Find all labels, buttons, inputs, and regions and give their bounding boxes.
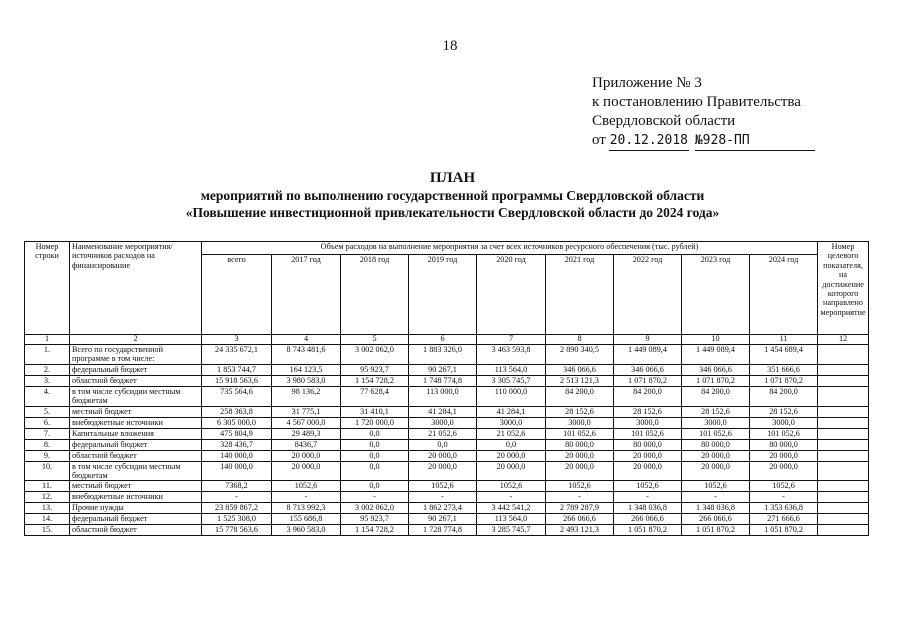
row-value: 20 000,0: [409, 450, 477, 461]
row-value: -: [614, 492, 682, 503]
table-row: [25, 461, 869, 481]
row-value: 20 000,0: [272, 450, 341, 461]
row-value: 98 136,2: [272, 386, 341, 406]
row-value: 77 628,4: [341, 386, 409, 406]
row-value: 1 071 870,2: [682, 375, 750, 386]
row-value: 351 666,6: [750, 364, 818, 375]
row-value: 3 285 745,7: [477, 525, 546, 536]
row-value: 258 363,8: [202, 406, 272, 417]
row-value: 90 267,1: [409, 364, 477, 375]
header-column-number: 2: [70, 335, 202, 345]
header-year-cell: 2024 год: [750, 255, 818, 335]
row-value: 3 463 593,8: [477, 345, 546, 365]
row-value: 28 152,6: [546, 406, 614, 417]
row-number: 2.: [25, 364, 70, 375]
row-value: 110 000,0: [477, 386, 546, 406]
row-value: 2 890 340,5: [546, 345, 614, 365]
appendix-line-region: Свердловской области: [592, 113, 736, 129]
row-value: 164 123,5: [272, 364, 341, 375]
row-target: [818, 364, 869, 375]
appendix-from-label: от: [592, 132, 606, 148]
plan-subtitle-line-2: «Повышение инвестиционной привлекательности Свердловской области до 2024 года»: [185, 205, 720, 220]
row-value: 20 000,0: [682, 450, 750, 461]
row-value: 41 284,1: [409, 406, 477, 417]
row-value: 3 960 583,0: [272, 525, 341, 536]
row-value: 23 859 867,2: [202, 503, 272, 514]
row-value: 80 000,0: [750, 439, 818, 450]
row-value: 346 066,6: [614, 364, 682, 375]
row-value: 21 052,6: [409, 428, 477, 439]
row-value: 3 305 745,7: [477, 375, 546, 386]
row-target: [818, 481, 869, 492]
row-value: 1 051 870,2: [614, 525, 682, 536]
header-column-number: 9: [614, 335, 682, 345]
row-value: 3 002 062,0: [341, 503, 409, 514]
header-name: Наименование мероприятия/источников расходов на финансирование: [70, 242, 202, 335]
row-value: 271 666,6: [750, 514, 818, 525]
row-value: 20 000,0: [546, 450, 614, 461]
row-value: 20 000,0: [477, 450, 546, 461]
row-name: внебюджетные источники: [70, 417, 202, 428]
row-value: 266 066,6: [682, 514, 750, 525]
row-number: 14.: [25, 514, 70, 525]
row-name: местный бюджет: [70, 406, 202, 417]
table-row: [25, 417, 869, 428]
row-value: 20 000,0: [272, 461, 341, 481]
row-value: 28 152,6: [682, 406, 750, 417]
row-value: 1052,6: [477, 481, 546, 492]
row-value: 6 305 000,0: [202, 417, 272, 428]
row-name: областной бюджет: [70, 525, 202, 536]
table-row: [25, 525, 869, 536]
row-number: 6.: [25, 417, 70, 428]
row-value: 28 152,6: [614, 406, 682, 417]
row-value: 41 284,1: [477, 406, 546, 417]
row-value: 0,0: [341, 481, 409, 492]
table-row: [25, 514, 869, 525]
row-value: 101 052,6: [546, 428, 614, 439]
row-target: [818, 514, 869, 525]
row-target: [818, 375, 869, 386]
row-target: [818, 345, 869, 365]
header-year-cell: всего: [202, 255, 272, 335]
header-column-number: 4: [272, 335, 341, 345]
header-year-cell: 2018 год: [341, 255, 409, 335]
row-value: 31 775,1: [272, 406, 341, 417]
row-number: 8.: [25, 439, 70, 450]
row-value: 20 000,0: [750, 450, 818, 461]
row-value: -: [202, 492, 272, 503]
row-value: 1 051 870,2: [750, 525, 818, 536]
page-number: 18: [442, 38, 458, 54]
row-value: 1 051 870,2: [682, 525, 750, 536]
header-column-number: 5: [341, 335, 409, 345]
row-value: 8 743 481,6: [272, 345, 341, 365]
row-value: 1 348 036,8: [682, 503, 750, 514]
row-value: 328 436,7: [202, 439, 272, 450]
row-value: 4 567 000,0: [272, 417, 341, 428]
header-year-cell: 2022 год: [614, 255, 682, 335]
row-name: федеральный бюджет: [70, 514, 202, 525]
row-target: [818, 428, 869, 439]
row-value: 80 000,0: [614, 439, 682, 450]
row-value: 3 002 062,0: [341, 345, 409, 365]
row-value: 15 778 563,6: [202, 525, 272, 536]
row-value: -: [546, 492, 614, 503]
header-column-number: 6: [409, 335, 477, 345]
row-value: 101 052,6: [682, 428, 750, 439]
row-number: 11.: [25, 481, 70, 492]
row-value: -: [682, 492, 750, 503]
row-value: 3 980 583,0: [272, 375, 341, 386]
header-row-number: Номер строки: [25, 242, 70, 335]
row-value: 3000,0: [409, 417, 477, 428]
row-value: 1 748 774,8: [409, 375, 477, 386]
row-value: 24 335 672,1: [202, 345, 272, 365]
row-value: 1 525 308,0: [202, 514, 272, 525]
row-value: 1 449 089,4: [614, 345, 682, 365]
row-value: 346 066,6: [546, 364, 614, 375]
plan-subtitle: [0, 187, 905, 221]
row-target: [818, 525, 869, 536]
appendix-title: Приложение № 3: [592, 75, 702, 91]
row-value: 8 713 992,3: [272, 503, 341, 514]
row-name: Всего по государственной программе в том числе:: [70, 345, 202, 365]
appendix-number: №928-ПП: [695, 131, 815, 151]
table-row: [25, 375, 869, 386]
row-value: 15 918 563,6: [202, 375, 272, 386]
row-value: 2 493 121,3: [546, 525, 614, 536]
row-value: 20 000,0: [614, 461, 682, 481]
table-row: [25, 481, 869, 492]
row-value: 1 353 636,8: [750, 503, 818, 514]
row-value: 1 071 870,2: [614, 375, 682, 386]
row-value: 1052,6: [546, 481, 614, 492]
header-column-number: 3: [202, 335, 272, 345]
row-value: 3 442 541,2: [477, 503, 546, 514]
row-value: 95 923,7: [341, 364, 409, 375]
row-value: 1052,6: [682, 481, 750, 492]
row-value: 1 853 744,7: [202, 364, 272, 375]
row-value: 1 728 774,8: [409, 525, 477, 536]
row-value: 1 454 689,4: [750, 345, 818, 365]
plan-table: [24, 241, 869, 536]
table-row: [25, 406, 869, 417]
row-value: 266 066,6: [546, 514, 614, 525]
row-value: 735 564,6: [202, 386, 272, 406]
row-value: 3000,0: [682, 417, 750, 428]
row-value: 84 200,0: [682, 386, 750, 406]
row-value: 31 410,1: [341, 406, 409, 417]
row-name: Прочие нужды: [70, 503, 202, 514]
row-value: 0,0: [341, 439, 409, 450]
row-value: -: [750, 492, 818, 503]
row-value: 2 513 121,3: [546, 375, 614, 386]
row-value: 20 000,0: [614, 450, 682, 461]
row-number: 5.: [25, 406, 70, 417]
appendix-line-date: [592, 131, 815, 151]
row-value: 28 152,6: [750, 406, 818, 417]
row-name: внебюджетные источники: [70, 492, 202, 503]
row-name: в том числе субсидии местным бюджетам: [70, 386, 202, 406]
row-value: 21 052,6: [477, 428, 546, 439]
row-value: 80 000,0: [682, 439, 750, 450]
row-value: 20 000,0: [750, 461, 818, 481]
row-value: 1 883 326,0: [409, 345, 477, 365]
row-number: 4.: [25, 386, 70, 406]
row-value: 3000,0: [477, 417, 546, 428]
table-row: [25, 450, 869, 461]
row-number: 3.: [25, 375, 70, 386]
appendix-date: 20.12.2018: [609, 131, 689, 151]
table-row: [25, 428, 869, 439]
row-value: 1 720 000,0: [341, 417, 409, 428]
row-value: 7368,2: [202, 481, 272, 492]
row-number: 10.: [25, 461, 70, 481]
row-value: 346 066,6: [682, 364, 750, 375]
header-column-number: 8: [546, 335, 614, 345]
row-name: федеральный бюджет: [70, 439, 202, 450]
table-row: [25, 386, 869, 406]
row-number: 1.: [25, 345, 70, 365]
row-value: -: [272, 492, 341, 503]
row-target: [818, 492, 869, 503]
row-value: 155 686,8: [272, 514, 341, 525]
row-name: Капитальные вложения: [70, 428, 202, 439]
row-value: 1052,6: [409, 481, 477, 492]
row-value: 20 000,0: [409, 461, 477, 481]
row-target: [818, 461, 869, 481]
table-row: [25, 439, 869, 450]
row-value: 0,0: [409, 439, 477, 450]
appendix-line-decree: к постановлению Правительства: [592, 94, 801, 110]
row-value: 0,0: [341, 461, 409, 481]
header-year-cell: 2023 год: [682, 255, 750, 335]
row-number: 15.: [25, 525, 70, 536]
table-row: [25, 503, 869, 514]
row-value: 0,0: [341, 450, 409, 461]
row-name: местный бюджет: [70, 481, 202, 492]
row-name: в том числе субсидии местным бюджетам: [70, 461, 202, 481]
row-value: 90 267,1: [409, 514, 477, 525]
row-number: 7.: [25, 428, 70, 439]
row-value: 0,0: [477, 439, 546, 450]
row-number: 9.: [25, 450, 70, 461]
row-value: 1 348 036,8: [614, 503, 682, 514]
header-column-number: 12: [818, 335, 869, 345]
row-value: 101 052,6: [750, 428, 818, 439]
row-value: 29 489,3: [272, 428, 341, 439]
row-value: 1 154 728,2: [341, 525, 409, 536]
row-target: [818, 439, 869, 450]
row-target: [818, 450, 869, 461]
table-row: [25, 364, 869, 375]
plan-subtitle-line-1: мероприятий по выполнению государственной программы Свердловской области: [200, 188, 705, 203]
plan-title: ПЛАН: [429, 170, 476, 186]
row-value: 84 200,0: [546, 386, 614, 406]
row-value: 3000,0: [614, 417, 682, 428]
row-value: 1 862 273,4: [409, 503, 477, 514]
row-value: 20 000,0: [682, 461, 750, 481]
row-value: 1 449 089,4: [682, 345, 750, 365]
row-value: 1052,6: [614, 481, 682, 492]
header-volume: Объем расходов на выполнение мероприятия за счет всех источников ресурсного обеспечения (тыс. рублей): [202, 242, 818, 255]
row-value: 475 804,9: [202, 428, 272, 439]
row-value: 101 052,6: [614, 428, 682, 439]
row-value: 140 000,0: [202, 461, 272, 481]
header-column-number: 10: [682, 335, 750, 345]
row-value: 266 066,6: [614, 514, 682, 525]
row-value: 113 564,0: [477, 364, 546, 375]
row-value: 80 000,0: [546, 439, 614, 450]
row-value: 2 789 287,9: [546, 503, 614, 514]
row-value: 20 000,0: [477, 461, 546, 481]
header-column-number: 7: [477, 335, 546, 345]
row-value: 113 564,0: [477, 514, 546, 525]
row-value: 113 000,0: [409, 386, 477, 406]
row-target: [818, 503, 869, 514]
row-value: 84 200,0: [614, 386, 682, 406]
row-value: 0,0: [341, 428, 409, 439]
row-name: областной бюджет: [70, 450, 202, 461]
header-year-cell: 2021 год: [546, 255, 614, 335]
row-value: 95 923,7: [341, 514, 409, 525]
table-row: [25, 492, 869, 503]
row-value: -: [477, 492, 546, 503]
header-year-cell: 2020 год: [477, 255, 546, 335]
row-value: -: [341, 492, 409, 503]
header-column-number: 1: [25, 335, 70, 345]
row-value: 1 154 728,2: [341, 375, 409, 386]
row-value: 1 071 870,2: [750, 375, 818, 386]
row-value: 3000,0: [546, 417, 614, 428]
header-year-cell: 2017 год: [272, 255, 341, 335]
row-value: 84 200,0: [750, 386, 818, 406]
header-year-cell: 2019 год: [409, 255, 477, 335]
row-number: 12.: [25, 492, 70, 503]
table-row: [25, 345, 869, 365]
appendix-block: [592, 74, 815, 151]
row-target: [818, 406, 869, 417]
row-name: областной бюджет: [70, 375, 202, 386]
row-value: 8436,7: [272, 439, 341, 450]
header-column-number: 11: [750, 335, 818, 345]
row-value: 3000,0: [750, 417, 818, 428]
row-value: -: [409, 492, 477, 503]
row-target: [818, 386, 869, 406]
row-value: 1052,6: [272, 481, 341, 492]
row-name: федеральный бюджет: [70, 364, 202, 375]
row-value: 1052,6: [750, 481, 818, 492]
header-target: Номер целевого показателя, на достижение которого направлено мероприятие: [818, 242, 869, 335]
row-value: 20 000,0: [546, 461, 614, 481]
row-target: [818, 417, 869, 428]
row-value: 140 000,0: [202, 450, 272, 461]
row-number: 13.: [25, 503, 70, 514]
